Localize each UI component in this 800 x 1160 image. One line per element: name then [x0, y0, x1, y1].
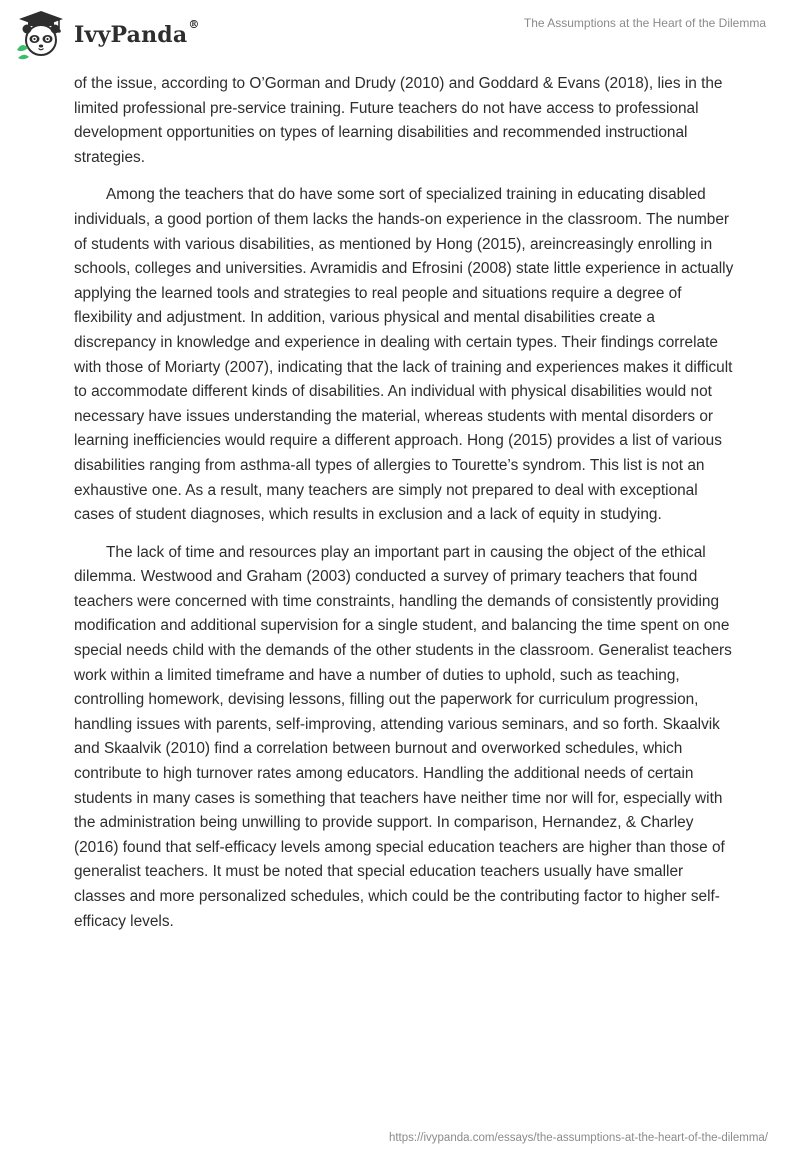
page-header	[0, 0, 800, 70]
essay-body	[74, 72, 734, 947]
panda-graduate-icon	[14, 8, 68, 62]
paragraph-3: The lack of time and resources play an important part in causing the object of the ethical dilemma. Westwood and Graham (2003) conducted a survey of primary teachers that found teachers were concerned with time constraints, handling the demands of consistently providing modification and additional supervision for a single student, and balancing the time spent on one special needs child with the demands of the other students in the classroom. Generalist teachers work within a limited timeframe and have a number of duties to uphold, such as teaching, controlling homework, devising lessons, filling out the paperwork for curriculum progression, handling issues with parents, self-improving, attending various seminars, and so forth. Skaalvik and Skaalvik (2010) find a correlation between burnout and overworked schedules, which contribute to high turnover rates among educators. Handling the additional needs of certain students in many cases is something that teachers have neither time nor will for, especially with the administration being unwilling to provide support. In comparison, Hernandez, & Charley (2016) found that self-efficacy levels among special education teachers are higher than those of generalist teachers. It must be noted that special education teachers usually have smaller classes and more personalized schedules, which could be the contributing factor to higher self-efficacy levels.	[74, 543, 732, 930]
paragraph-2: Among the teachers that do have some sort of specialized training in educating disabled individuals, a good portion of them lacks the hands-on experience in the classroom. The number of students with various disabilities, as mentioned by Hong (2015), areincreasingly enrolling in schools, colleges and universities. Avramidis and Efrosini (2008) state little experience in actually applying the learned tools and strategies to real people and situations require a degree of flexibility and adjustment. In addition, various physical and mental disabilities create a discrepancy in knowledge and experience in dealing with certain types. Their findings correlate with those of Moriarty (2007), indicating that the lack of training and experiences makes it difficult to accommodate different kinds of disabilities. An individual with physical disabilities would not necessary have issues understanding the material, whereas students with mental disorders or learning inefficiencies would require a different approach. Hong (2015) provides a list of various disabilities ranging from asthma-all types of allergies to Tourette’s syndrom. This list is not an exhaustive one. As a result, many teachers are simply not prepared to deal with exceptional cases of student diagnoses, which results in exclusion and a lack of equity in studying.	[74, 186, 734, 524]
ivypanda-logo[interactable]	[14, 8, 200, 62]
document-title: The Assumptions at the Heart of the Dilemma	[523, 16, 766, 30]
source-url[interactable]: https://ivypanda.com/essays/the-assumptions-at-the-heart-of-the-dilemma/	[388, 1132, 768, 1144]
brand-name: IvyPanda®	[74, 18, 200, 48]
registered-mark: ®	[188, 18, 200, 31]
paragraph-1: of the issue, according to O’Gorman and Drudy (2010) and Goddard & Evans (2018), lies in the limited professional pre-service training. Future teachers do not have access to professional development opportunities on types of learning disabilities and recommended instructional strategies.	[74, 75, 723, 166]
